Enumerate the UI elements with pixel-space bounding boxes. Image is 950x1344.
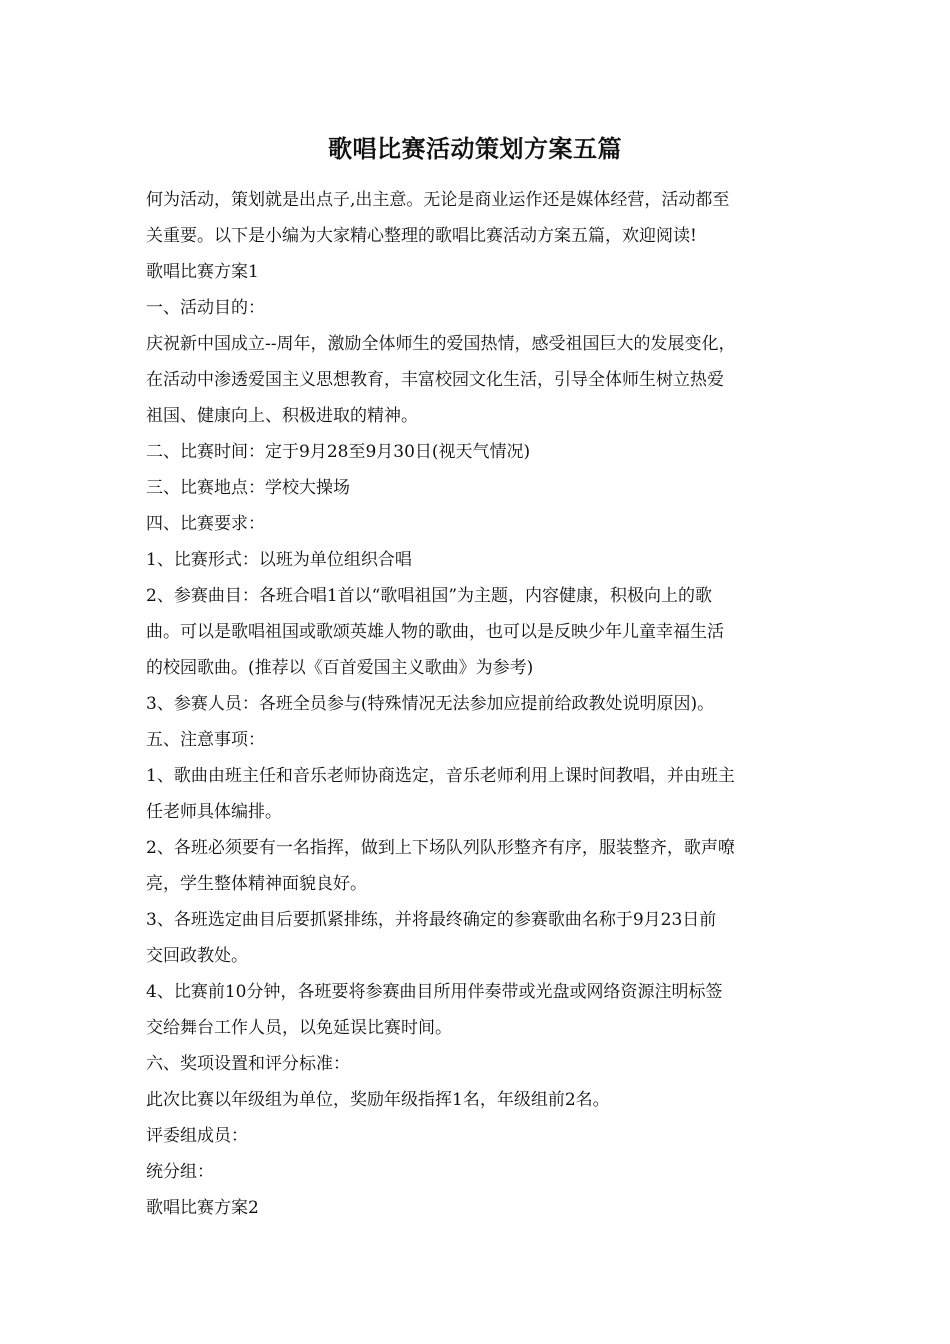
text-line: 关重要。以下是小编为大家精心整理的歌唱比赛活动方案五篇，欢迎阅读!	[146, 226, 697, 246]
text-line: 4、比赛前10分钟，各班要将参赛曲目所用伴奏带或光盘或网络资源注明标签	[146, 982, 723, 1002]
text-line: 此次比赛以年级组为单位，奖励年级指挥1名，年级组前2名。	[146, 1090, 610, 1110]
text-line: 庆祝新中国成立--周年，激励全体师生的爱国热情，感受祖国巨大的发展变化，	[146, 334, 736, 354]
text-line: 2、各班必须要有一名指挥，做到上下场队列队形整齐有序，服装整齐，歌声嘹	[146, 838, 735, 858]
text-line: 统分组：	[146, 1162, 214, 1182]
text-line: 1、比赛形式：以班为单位组织合唱	[146, 550, 412, 570]
text-line: 的校园歌曲。(推荐以《百首爱国主义歌曲》为参考)	[146, 658, 534, 678]
text-line: 3、参赛人员：各班全员参与(特殊情况无法参加应提前给政教处说明原因)。	[146, 694, 715, 714]
section-heading: 歌唱比赛方案2	[146, 1198, 259, 1218]
text-line: 二、比赛时间：定于9月28至9月30日(视天气情况)	[146, 442, 531, 462]
document-body	[146, 182, 814, 1226]
text-line: 2、参赛曲目：各班合唱1首以“歌唱祖国”为主题，内容健康，积极向上的歌	[146, 586, 713, 606]
section-heading: 六、奖项设置和评分标准：	[146, 1054, 350, 1074]
text-line: 三、比赛地点：学校大操场	[146, 478, 350, 498]
section-heading: 五、注意事项：	[146, 730, 265, 750]
text-line: 在活动中渗透爱国主义思想教育，丰富校园文化生活，引导全体师生树立热爱	[146, 370, 724, 390]
text-line: 交回政教处。	[146, 946, 248, 966]
section-heading: 一、活动目的：	[146, 298, 265, 318]
text-line: 3、各班选定曲目后要抓紧排练，并将最终确定的参赛歌曲名称于9月23日前	[146, 910, 717, 930]
text-line: 任老师具体编排。	[146, 802, 282, 822]
section-heading: 四、比赛要求：	[146, 514, 265, 534]
text-line: 亮，学生整体精神面貌良好。	[146, 874, 367, 894]
text-line: 祖国、健康向上、积极进取的精神。	[146, 406, 418, 426]
document-title: 歌唱比赛活动策划方案五篇	[328, 134, 622, 163]
text-line: 交给舞台工作人员，以免延误比赛时间。	[146, 1018, 452, 1038]
text-line: 1、歌曲由班主任和音乐老师协商选定，音乐老师利用上课时间教唱，并由班主	[146, 766, 735, 786]
text-line: 曲。可以是歌唱祖国或歌颂英雄人物的歌曲，也可以是反映少年儿童幸福生活	[146, 622, 724, 642]
text-line: 评委组成员：	[146, 1126, 248, 1146]
text-line: 何为活动，策划就是出点子,出主意。无论是商业运作还是媒体经营，活动都至	[146, 190, 730, 210]
section-heading: 歌唱比赛方案1	[146, 262, 259, 282]
